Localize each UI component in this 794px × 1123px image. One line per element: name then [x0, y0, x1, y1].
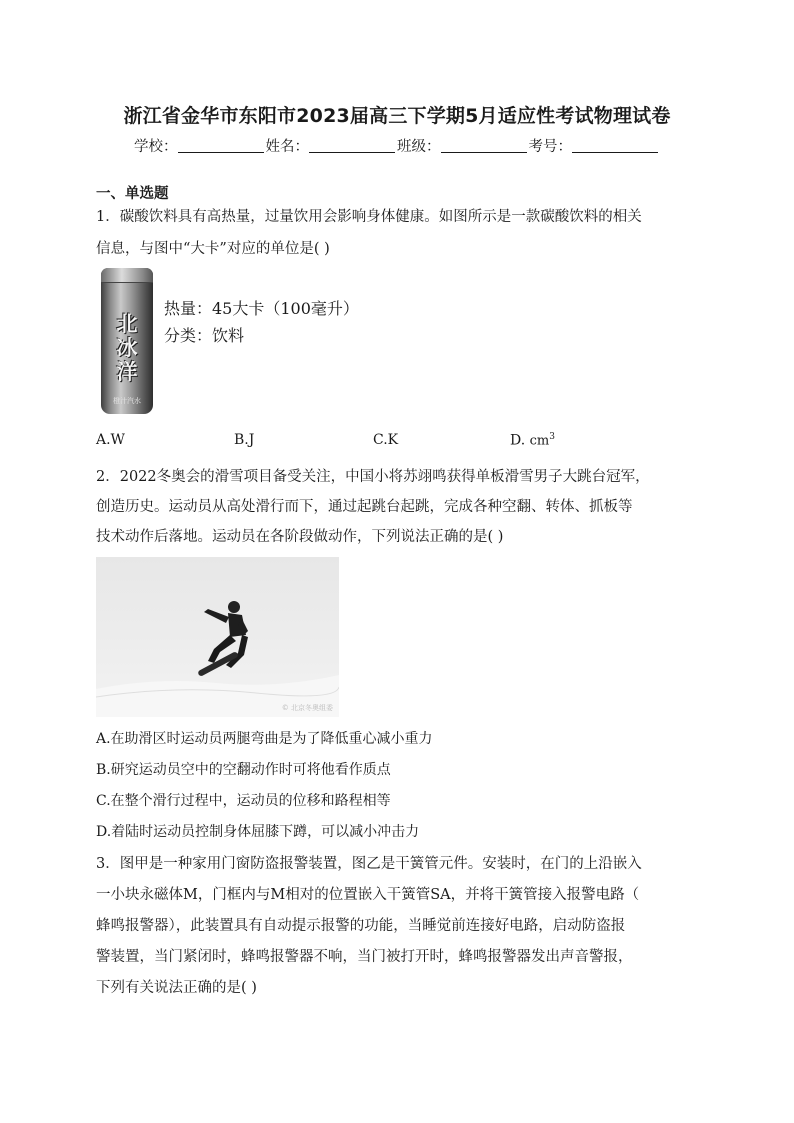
can-brand-char-2: 冰	[116, 336, 138, 360]
q3-text-line-5: 下列有关说法正确的是( )	[96, 980, 257, 996]
school-label: 学校：	[134, 139, 178, 155]
q2-text-line-3: 技术动作后落地。运动员在各阶段做动作，下列说法正确的是( )	[96, 529, 504, 545]
can-brand-char-3: 洋	[116, 360, 138, 384]
can-subtext: 橙汁汽水	[113, 397, 141, 405]
student-info-line	[0, 135, 794, 156]
q1-text-line-2: 信息，与图中“大卡”对应的单位是( )	[96, 241, 330, 257]
can-brand-char-1: 北	[116, 312, 138, 336]
number-label: 考号：	[528, 139, 572, 155]
snowboarder-illustration	[96, 557, 339, 717]
name-field[interactable]	[309, 138, 395, 153]
q2-option-c[interactable]: C.在整个滑行过程中，运动员的位移和路程相等	[96, 793, 391, 809]
q1-option-b[interactable]: B.J	[234, 432, 255, 448]
page-title: 浙江省金华市东阳市2023届高三下学期5月适应性考试物理试卷	[123, 105, 671, 127]
class-field[interactable]	[441, 138, 527, 153]
q3-text-line-3: 蜂鸣报警器），此装置具有自动提示报警的功能，当睡觉前连接好电路，启动防盗报	[96, 918, 626, 934]
q1-option-d-unit: cm	[529, 433, 550, 449]
q1-option-c[interactable]: C.K	[373, 432, 399, 448]
q1-option-d[interactable]	[510, 432, 555, 449]
q1-option-d-exponent: 3	[549, 432, 555, 442]
number-field[interactable]	[572, 138, 658, 153]
q2-option-b[interactable]: B.研究运动员空中的空翻动作时可将他看作质点	[96, 762, 391, 778]
q2-option-a[interactable]: A.在助滑区时运动员两腿弯曲是为了降低重心减小重力	[96, 731, 433, 747]
q3-text-line-1: 3．图甲是一种家用门窗防盗报警装置，图乙是干簧管元件。安装时，在门的上沿嵌入	[96, 856, 642, 872]
class-label: 班级：	[397, 139, 441, 155]
q2-text-line-1: 2．2022冬奥会的滑雪项目备受关注，中国小将苏翊鸣获得单板滑雪男子大跳台冠军，	[96, 469, 650, 485]
q2-text-line-2: 创造历史。运动员从高处滑行而下，通过起跳台起跳，完成各种空翻、转体、抓板等	[96, 499, 633, 515]
q1-option-a[interactable]: A.W	[96, 432, 125, 448]
can-lid	[101, 268, 153, 283]
name-label: 姓名：	[265, 139, 309, 155]
section-heading: 一、单选题	[96, 186, 169, 202]
q1-option-d-letter: D.	[510, 432, 526, 449]
q1-text-line-1: 1．碳酸饮料具有高热量，过量饮用会影响身体健康。如图所示是一款碳酸饮料的相关	[96, 209, 642, 225]
school-field[interactable]	[178, 138, 264, 153]
q2-option-d[interactable]: D.着陆时运动员控制身体屈膝下蹲，可以减小冲击力	[96, 824, 420, 840]
soda-can-image	[101, 268, 153, 414]
category-label: 分类：饮料	[164, 326, 245, 345]
photo-watermark: © 北京冬奥组委	[281, 704, 333, 712]
heat-label: 热量：45大卡（100毫升）	[164, 299, 359, 318]
snowboarder-photo	[96, 557, 339, 717]
q3-text-line-4: 警装置，当门紧闭时，蜂鸣报警器不响，当门被打开时，蜂鸣报警器发出声音警报，	[96, 949, 633, 965]
q3-text-line-2: 一小块永磁体M，门框内与M相对的位置嵌入干簧管SA，并将干簧管接入报警电路（	[96, 887, 640, 903]
